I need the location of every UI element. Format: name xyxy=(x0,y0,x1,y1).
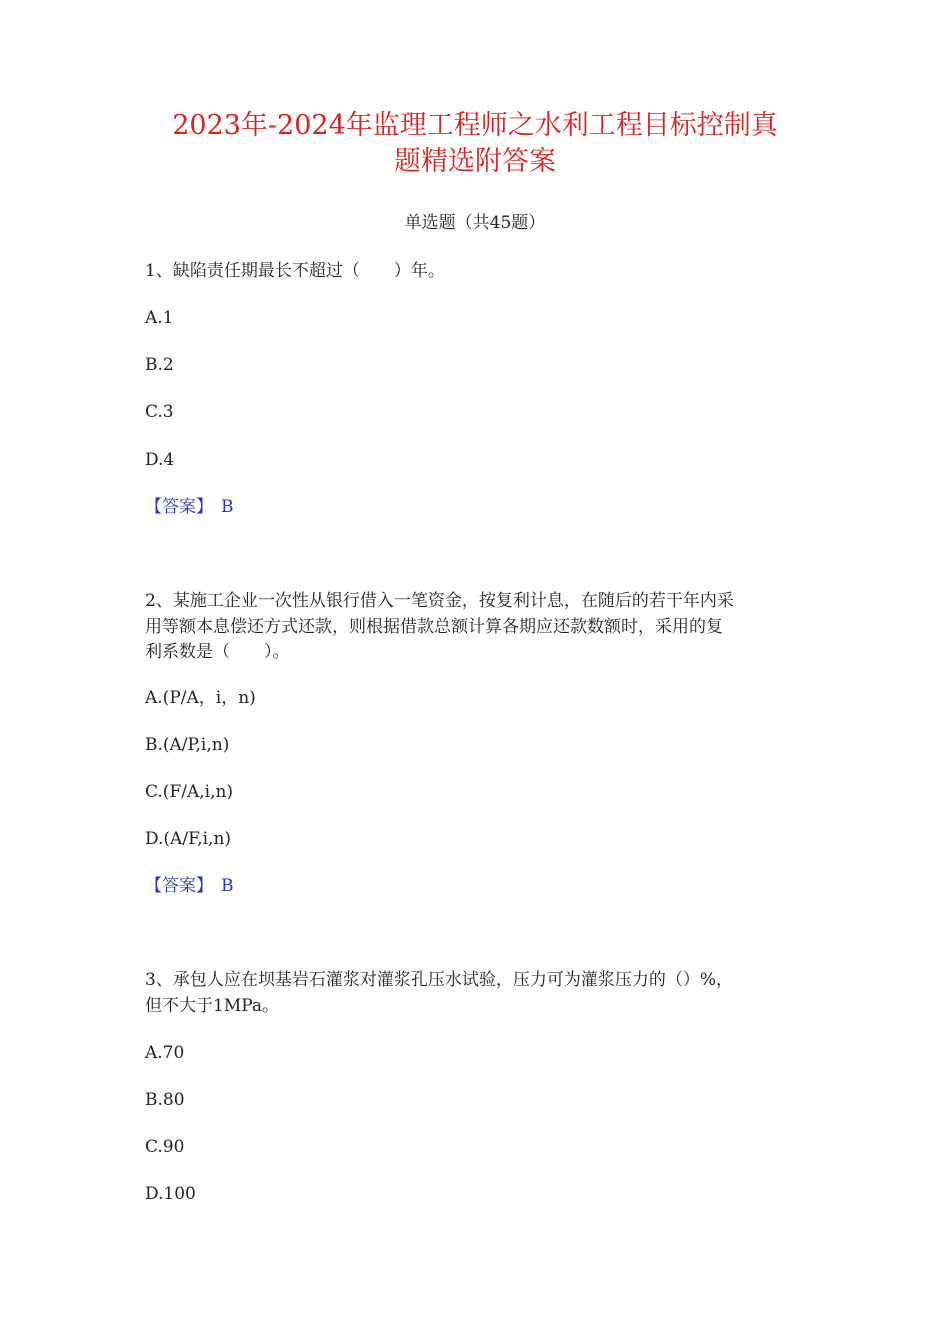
question-3-option-a: A.70 xyxy=(145,1043,185,1063)
question-2-stem-line-3: 利系数是（ ）。 xyxy=(145,642,290,662)
question-3-option-d: D.100 xyxy=(145,1184,196,1204)
question-2-stem-line-1: 2、某施工企业一次性从银行借入一笔资金，按复利计息，在随后的若干年内采 xyxy=(145,591,734,611)
question-1-option-d: D.4 xyxy=(145,450,175,470)
question-1-stem: 1、缺陷责任期最长不超过（ ）年。 xyxy=(145,261,445,281)
question-3-option-c: C.90 xyxy=(145,1137,185,1157)
document-title xyxy=(120,108,830,180)
question-2-option-a: A.(P/A，i，n) xyxy=(145,688,256,708)
question-1-option-a: A.1 xyxy=(145,308,174,328)
answer-value: B xyxy=(221,497,234,517)
title-line-1: 2023年-2024年监理工程师之水利工程目标控制真 xyxy=(172,110,778,141)
question-3-stem-line-2: 但不大于1MPa。 xyxy=(145,996,280,1016)
question-2-option-c: C.(F/A,i,n) xyxy=(145,782,234,802)
title-line-2: 题精选附答案 xyxy=(394,146,556,177)
answer-value: B xyxy=(221,876,234,896)
question-3-option-b: B.80 xyxy=(145,1090,185,1110)
question-1-option-c: C.3 xyxy=(145,402,174,422)
question-3-stem-line-1: 3、承包人应在坝基岩石灌浆对灌浆孔压水试验，压力可为灌浆压力的（）%， xyxy=(145,970,733,990)
question-2-answer xyxy=(145,873,825,899)
question-2-option-d: D.(A/F,i,n) xyxy=(145,829,232,849)
answer-label: 【答案】 xyxy=(145,497,213,517)
question-2-option-b: B.(A/P,i,n) xyxy=(145,735,230,755)
section-heading: 单选题（共45题） xyxy=(404,213,546,233)
question-2-stem-line-2: 用等额本息偿还方式还款，则根据借款总额计算各期应还款数额时，采用的复 xyxy=(145,617,723,637)
answer-label: 【答案】 xyxy=(145,876,213,896)
question-1-answer xyxy=(145,494,825,520)
question-1-option-b: B.2 xyxy=(145,355,174,375)
